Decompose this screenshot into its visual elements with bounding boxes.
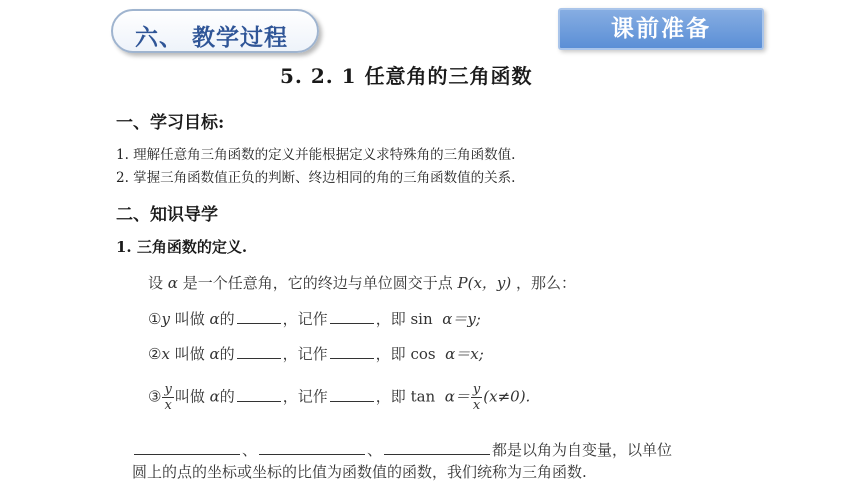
fill-blank[interactable] (237, 344, 281, 359)
definition-item-tan: ③ $\frac{y}{x}$ 叫做 α的 ，记作 ，即 tan α＝ $\frac{y}{x}$ (x≠0). (148, 382, 531, 413)
guide-heading: 二、知识导学 (116, 205, 218, 225)
fraction-y-over-x: $\frac{y}{x}$ (164, 382, 172, 413)
fill-blank[interactable] (384, 440, 490, 455)
fill-blank[interactable] (237, 309, 281, 324)
goal-2: 2. 掌握三角函数值正负的判断、终边相同的角的三角函数值的关系. (116, 170, 516, 186)
definition-item-sin: ①y 叫做 α的 ，记作 ，即 sin α＝y; (148, 310, 481, 328)
section-pill (111, 9, 319, 53)
sub-heading: 1. 三角函数的定义. (116, 238, 248, 256)
prep-badge[interactable]: 课前准备 (558, 8, 764, 50)
fill-blank[interactable] (237, 387, 281, 402)
fill-blank[interactable] (259, 440, 365, 455)
fill-blank[interactable] (330, 309, 374, 324)
goal-1: 1. 理解任意角三角函数的定义并能根据定义求特殊角的三角函数值. (116, 147, 516, 163)
definition-item-cos: ②x 叫做 α的 ，记作 ，即 cos α＝x; (148, 345, 484, 363)
fill-blank[interactable] (330, 387, 374, 402)
section-label: 六、 教学过程 (135, 25, 289, 51)
summary-line-1: 、 、 都是以角为自变量，以单位 (132, 439, 672, 460)
goals-heading: 一、学习目标: (116, 113, 225, 133)
summary-line-2: 圆上的点的坐标或坐标的比值为函数值的函数，我们统称为三角函数. (132, 463, 587, 481)
definition-intro: 设 α 是一个任意角，它的终边与单位圆交于点 P(x，y) ，那么： (148, 274, 577, 292)
fill-blank[interactable] (330, 344, 374, 359)
document-title: 5. 2. 1 任意角的三角函数 (280, 64, 533, 88)
fraction-y-over-x: $\frac{y}{x}$ (472, 382, 481, 413)
fill-blank[interactable] (134, 440, 240, 455)
